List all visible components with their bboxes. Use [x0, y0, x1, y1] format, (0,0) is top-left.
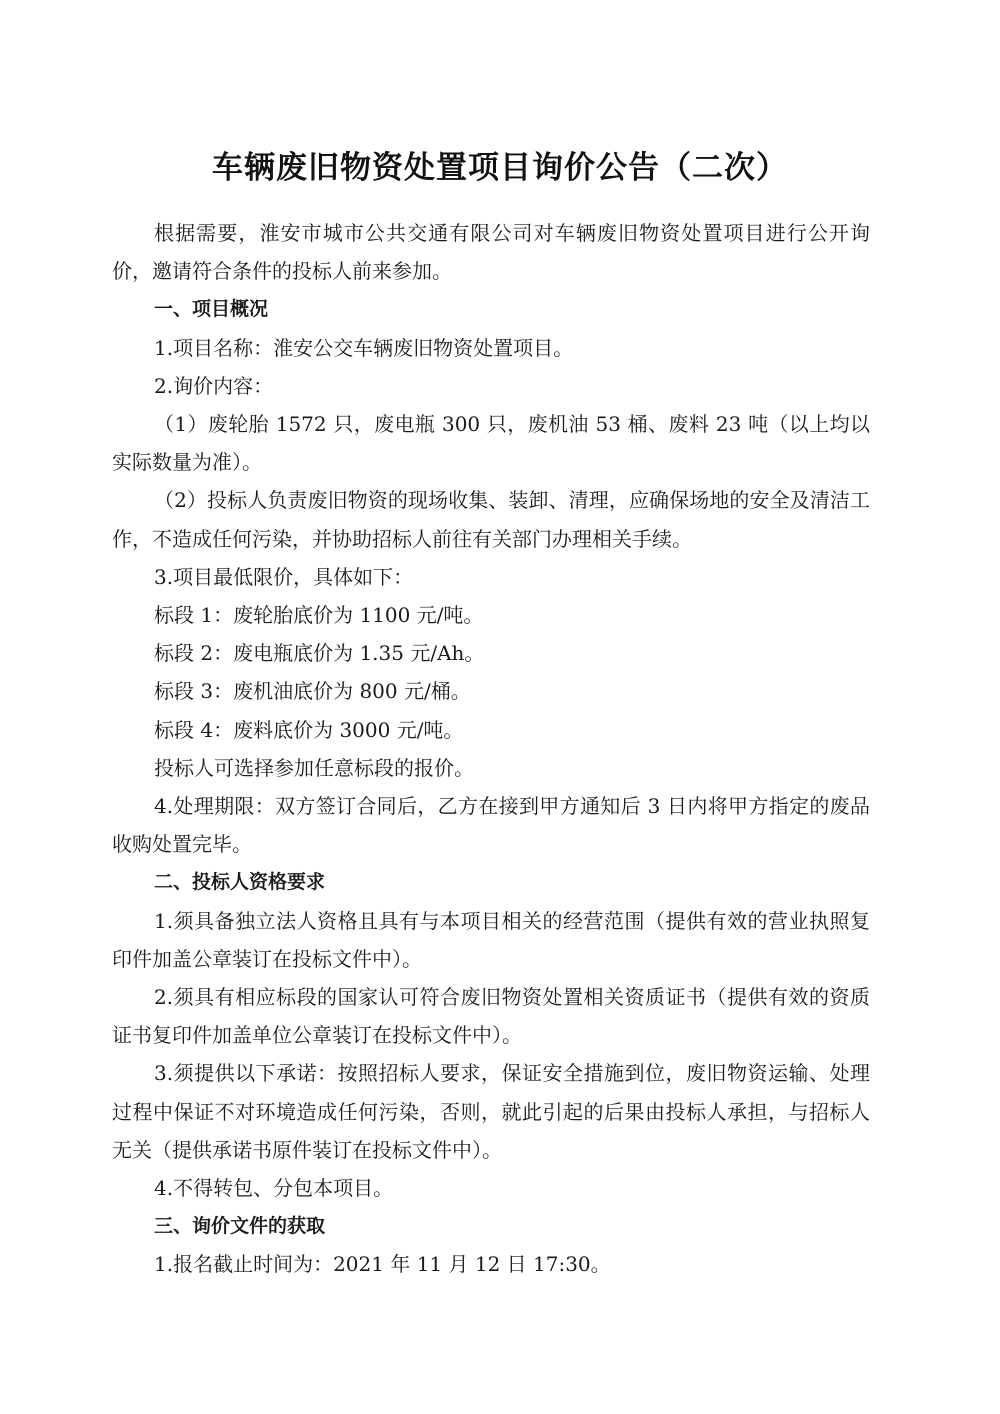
lot-4-price: 标段 4：废料底价为 3000 元/吨。 — [154, 717, 464, 742]
section-heading-bidder-qualifications: 二、投标人资格要求 — [154, 871, 326, 894]
qualification-4: 4.不得转包、分包本项目。 — [154, 1176, 394, 1201]
lot-1-price: 标段 1：废轮胎底价为 1100 元/吨。 — [154, 603, 484, 628]
section-heading-project-overview: 一、项目概况 — [154, 298, 269, 321]
inquiry-item-2: （2）投标人负责废旧物资的现场收集、装卸、清理，应确保场地的安全及清洁工作，不造成任何污染，并协助招标人前往有关部门办理相关手续。 — [112, 488, 870, 551]
processing-deadline-paragraph: 4.处理期限：双方签订合同后，乙方在接到甲方通知后 3 日内将甲方指定的废品收购处置完毕。 — [112, 794, 870, 857]
intro-paragraph: 根据需要，淮安市城市公共交通有限公司对车辆废旧物资处置项目进行公开询价，邀请符合条件的投标人前来参加。 — [112, 221, 870, 284]
qualification-2: 2.须具有相应标段的国家认可符合废旧物资处置相关资质证书（提供有效的资质证书复印件加盖单位公章装订在投标文件中）。 — [112, 985, 870, 1048]
inquiry-content-label: 2.询价内容： — [154, 373, 274, 398]
minimum-price-label: 3.项目最低限价，具体如下： — [154, 564, 414, 589]
project-name-paragraph: 1.项目名称：淮安公交车辆废旧物资处置项目。 — [154, 335, 574, 360]
section-heading-obtain-documents: 三、询价文件的获取 — [154, 1215, 326, 1238]
qualification-1: 1.须具备独立法人资格且具有与本项目相关的经营范围（提供有效的营业执照复印件加盖公章装订在投标文件中）。 — [112, 908, 870, 971]
qualification-3: 3.须提供以下承诺：按照招标人要求，保证安全措施到位，废旧物资运输、处理过程中保证不对环境造成任何污染，否则，就此引起的后果由投标人承担，与招标人无关（提供承诺书原件装订在投标文件中）。 — [112, 1061, 870, 1162]
inquiry-item-1: （1）废轮胎 1572 只，废电瓶 300 只，废机油 53 桶、废料 23 吨（以上均以实际数量为准）。 — [112, 412, 870, 475]
registration-deadline-paragraph: 1.报名截止时间为：2021 年 11 月 12 日 17:30。 — [154, 1252, 611, 1277]
document-title: 车辆废旧物资处置项目询价公告（二次） — [212, 150, 788, 186]
lot-3-price: 标段 3：废机油底价为 800 元/桶。 — [154, 679, 471, 704]
lot-note: 投标人可选择参加任意标段的报价。 — [154, 755, 474, 780]
lot-2-price: 标段 2：废电瓶底价为 1.35 元/Ah。 — [154, 641, 485, 666]
document-body — [112, 214, 870, 1284]
